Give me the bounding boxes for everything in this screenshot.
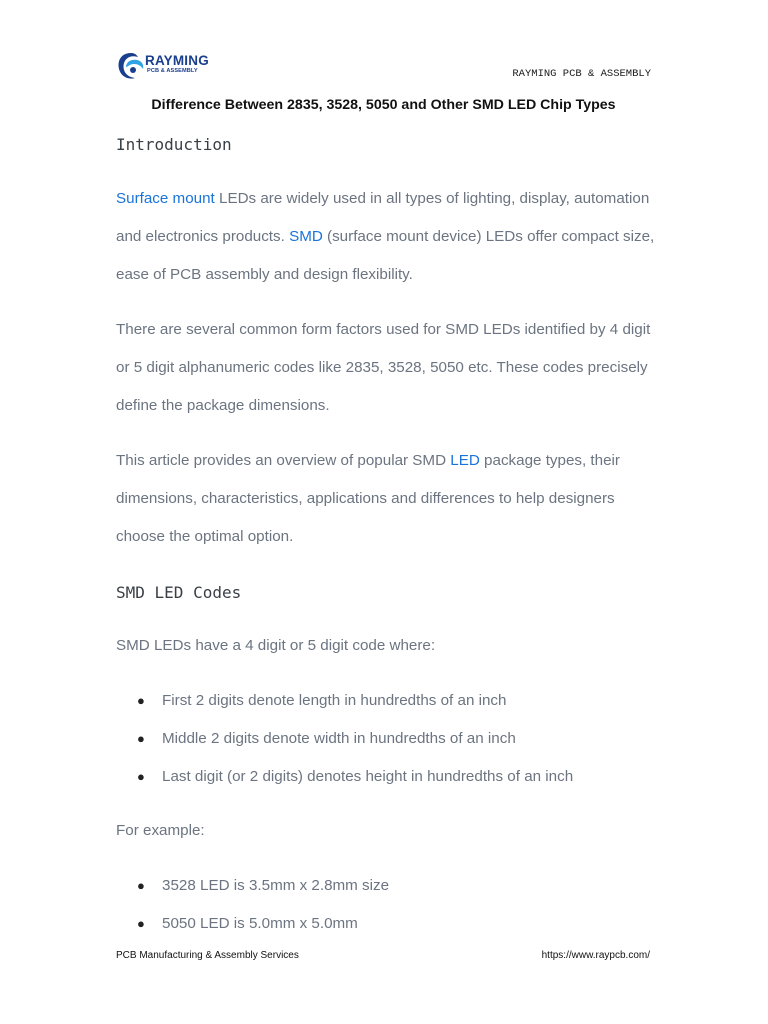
surface-mount-link[interactable]: Surface mount [116,190,215,207]
example-label: For example: [116,822,205,839]
document-title: Difference Between 2835, 3528, 5050 and Other SMD LED Chip Types [151,97,616,113]
bullet-icon: ● [137,916,145,931]
list-item: ● Last digit (or 2 digits) denotes height in hundredths of an inch [137,768,574,785]
codes-intro-text: SMD LEDs have a 4 digit or 5 digit code where: [116,637,436,654]
intro-paragraph-2: There are several common form factors used for SMD LEDs identified by 4 digit or 5 digit alphanumeric codes like 2835, 3528, 5050 etc. These codes precisely define the package dimensions. [116,321,651,414]
smd-led-codes-heading: SMD LED Codes [116,583,242,602]
bullet-icon: ● [137,693,145,708]
intro-paragraph-3: This article provides an overview of popular SMD LED package types, their dimensions, characteristics, applications and differences to help designers choose the optimal option. [116,452,620,545]
list-item: ● Middle 2 digits denote width in hundredths of an inch [137,730,516,747]
bullet-icon: ● [137,878,145,893]
led-link[interactable]: LED [450,452,480,469]
bullet-icon: ● [137,769,145,784]
list-item: ● First 2 digits denote length in hundredths of an inch [137,692,507,709]
introduction-heading: Introduction [116,135,232,154]
intro-paragraph-1: Surface mount LEDs are widely used in all types of lighting, display, automation and electronics products. SMD (surface mount device) LEDs offer compact size, ease of PCB assembly and design flexibility. [116,190,655,283]
list-item: ● 3528 LED is 3.5mm x 2.8mm size [137,877,390,894]
logo-tagline-text: PCB & ASSEMBLY [147,68,198,74]
company-logo [116,50,226,82]
footer-services-text: PCB Manufacturing & Assembly Services [116,950,299,961]
logo-swoosh-icon [116,50,146,82]
smd-link[interactable]: SMD [289,228,323,245]
footer-website-link[interactable]: https://www.raypcb.com/ [541,950,650,961]
header-company-name: RAYMING PCB & ASSEMBLY [512,68,651,80]
logo-brand-text: RAYMING [145,53,209,68]
list-item: ● 5050 LED is 5.0mm x 5.0mm [137,915,358,932]
bullet-icon: ● [137,731,145,746]
